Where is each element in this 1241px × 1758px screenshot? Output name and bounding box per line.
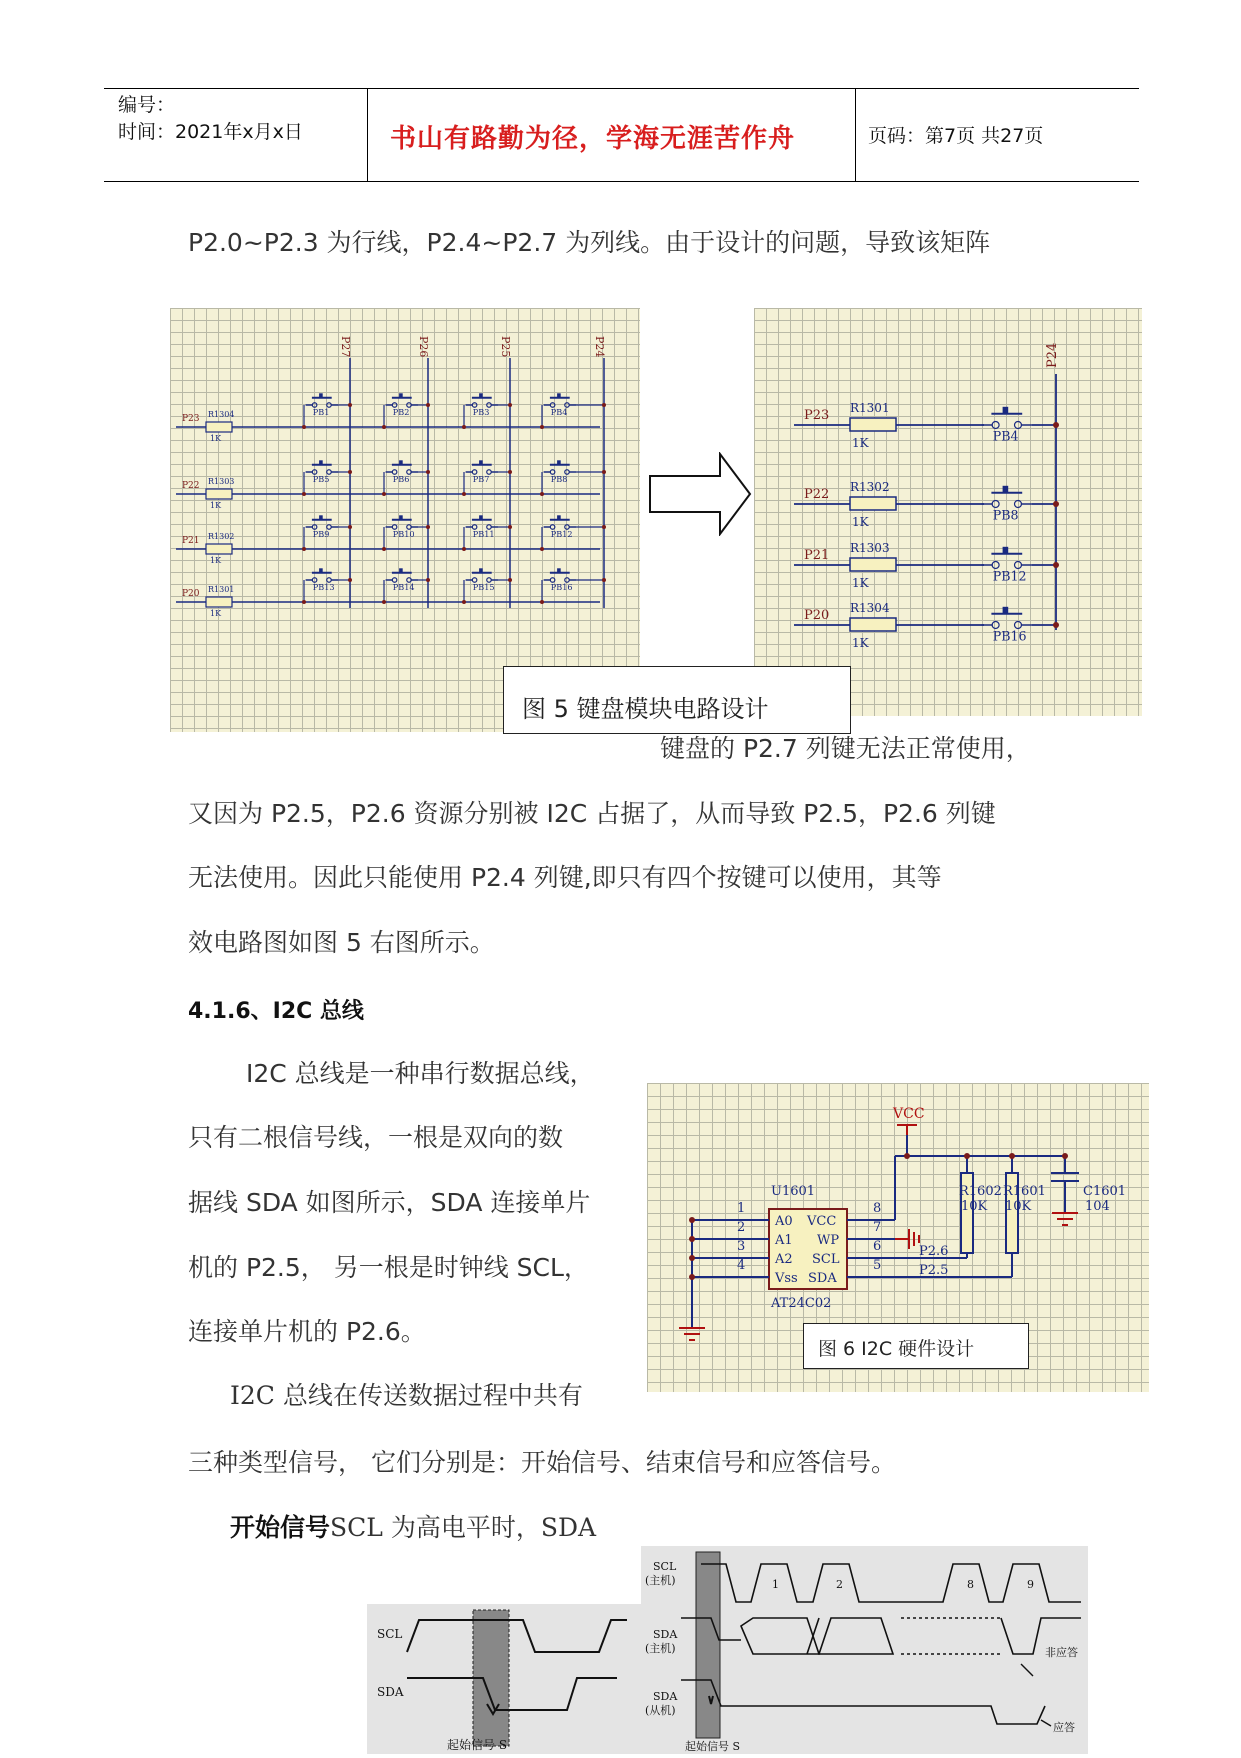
row-resistor <box>206 597 232 607</box>
button-label-pb13: PB13 <box>312 581 335 592</box>
timing-scl: SCL <box>653 1560 677 1573</box>
i2c-para-5: 连接单片机的 P2.6。 <box>188 1317 426 1346</box>
section-heading: 4.1.6、I2C 总线 <box>188 999 364 1024</box>
row-resistor-label: R1302 <box>850 480 890 494</box>
button-label-pb1: PB1 <box>312 406 330 417</box>
row-resistor <box>206 489 232 499</box>
row-resistor-label: R1302 <box>208 532 235 541</box>
i2c-para-7: 三种类型信号， 它们分别是：开始信号、结束信号和应答信号。 <box>188 1448 896 1477</box>
nack-label: 非应答 <box>1045 1646 1078 1659</box>
pin-sda: SDA <box>808 1271 837 1286</box>
button-label-pb16: PB16 <box>550 581 573 592</box>
row-label-p23: P23 <box>182 414 200 424</box>
row-label-p21: P21 <box>182 536 200 546</box>
i2c-para-6: I2C 总线在传送数据过程中共有 <box>230 1381 583 1410</box>
timing-sda-slave: SDA <box>653 1690 678 1703</box>
pulse-2: 2 <box>836 1578 843 1591</box>
chip-ref: U1601 <box>771 1184 816 1199</box>
column-label-p26: P26 <box>417 336 430 358</box>
column-label-p24: P24 <box>1045 342 1060 368</box>
keypad-equivalent-drawing <box>754 308 1142 716</box>
button-label-pb4: PB4 <box>992 428 1019 444</box>
column-label-p25: P25 <box>499 336 512 358</box>
button-label-pb5: PB5 <box>312 473 330 484</box>
body-line-4: 无法使用。因此只能使用 P2.4 列键,即只有四个按键可以使用，其等 <box>188 863 942 892</box>
row-resistor-value: 1K <box>852 515 869 529</box>
row-resistor-label: R1303 <box>208 477 235 486</box>
row-resistor-label: R1303 <box>850 541 890 555</box>
net-sda-label: P2.5 <box>919 1263 949 1278</box>
row-resistor <box>850 558 896 571</box>
i2c-para-3: 据线 SDA 如图所示，SDA 连接单片 <box>188 1188 591 1217</box>
button-label-pb6: PB6 <box>392 473 410 484</box>
body-line-5: 效电路图如图 5 右图所示。 <box>188 928 495 957</box>
row-label-p20: P20 <box>182 589 200 599</box>
ack-timing-right <box>641 1546 1088 1754</box>
row-resistor-value: 1K <box>852 576 869 590</box>
pin-a1: A1 <box>775 1233 793 1248</box>
pin-num-5: 5 <box>873 1258 882 1273</box>
pulse-1: 1 <box>772 1578 779 1591</box>
ack-label: 应答 <box>1053 1721 1075 1734</box>
pin-a0: A0 <box>775 1214 793 1229</box>
row-resistor <box>850 418 896 431</box>
c1601-label: C1601 <box>1083 1184 1127 1199</box>
figure-5-caption: 图 5 键盘模块电路设计 <box>522 695 769 723</box>
start-signal-bold: 开始信号 <box>230 1513 331 1542</box>
i2c-para-2: 只有二根信号线，一根是双向的数 <box>188 1123 564 1152</box>
button-label-pb10: PB10 <box>392 528 415 539</box>
button-label-pb9: PB9 <box>312 528 330 539</box>
chip-name: AT24C02 <box>771 1296 832 1311</box>
body-line-1: P2.0~P2.3 为行线，P2.4~P2.7 为列线。由于设计的问题，导致该矩阵 <box>188 228 991 257</box>
row-resistor-value: 1K <box>210 434 222 443</box>
pin-vcc: VCC <box>807 1214 837 1229</box>
row-resistor <box>206 544 232 554</box>
row-resistor-label: R1304 <box>208 410 235 419</box>
pin-num-7: 7 <box>873 1220 882 1235</box>
pin-num-2: 2 <box>737 1220 746 1235</box>
pin-num-4: 4 <box>737 1258 746 1273</box>
row-resistor-label: R1301 <box>208 585 235 594</box>
row-resistor <box>850 618 896 631</box>
pin-num-3: 3 <box>737 1239 746 1254</box>
row-resistor-value: 1K <box>852 436 869 450</box>
button-label-pb7: PB7 <box>472 473 490 484</box>
transform-arrow-icon <box>648 452 754 536</box>
page-info: 页码：第7页 共27页 <box>868 125 1044 147</box>
row-resistor-value: 1K <box>210 501 222 510</box>
row-resistor-label: R1304 <box>850 601 890 615</box>
doc-time-label: 时间：2021年x月x日 <box>118 121 303 143</box>
column-label-p24: P24 <box>593 336 606 358</box>
i2c-para-4: 机的 P2.5， 另一根是时钟线 SCL， <box>188 1253 589 1282</box>
i2c-hardware-schematic <box>647 1083 1149 1392</box>
pin-a2: A2 <box>775 1252 793 1267</box>
i2c-para-1: I2C 总线是一种串行数据总线， <box>246 1059 595 1088</box>
pin-num-8: 8 <box>873 1201 882 1216</box>
doc-number-label: 编号： <box>118 94 176 116</box>
net-scl-label: P2.6 <box>919 1244 949 1259</box>
timing-sda-master-sub: (主机) <box>645 1642 676 1655</box>
row-resistor-value: 1K <box>210 556 222 565</box>
button-label-pb11: PB11 <box>472 528 495 539</box>
timing-scl-sub: (主机) <box>645 1574 676 1587</box>
row-label-p22: P22 <box>182 481 200 491</box>
button-label-pb3: PB3 <box>472 406 490 417</box>
row-resistor-value: 1K <box>852 636 869 650</box>
button-label-pb4: PB4 <box>550 406 568 417</box>
timing-left-start: 起始信号 S <box>447 1738 508 1752</box>
r1602-value: 10K <box>961 1199 988 1214</box>
pin-scl: SCL <box>812 1252 840 1267</box>
row-label-p23: P23 <box>804 408 830 423</box>
pin-vss: Vss <box>775 1271 798 1286</box>
header-motto: 书山有路勤为径，学海无涯苦作舟 <box>390 124 796 154</box>
body-line-2: 键盘的 P2.7 列键无法正常使用， <box>660 734 1031 763</box>
button-label-pb15: PB15 <box>472 581 495 592</box>
pulse-8: 8 <box>967 1578 974 1591</box>
figure-6-caption: 图 6 I2C 硬件设计 <box>818 1338 975 1360</box>
keypad-equivalent-schematic <box>754 308 1142 716</box>
timing-sda-slave-sub: (从机) <box>645 1704 676 1717</box>
timing-left-scl: SCL <box>377 1627 403 1641</box>
c1601-value: 104 <box>1085 1199 1110 1214</box>
button-label-pb14: PB14 <box>392 581 415 592</box>
row-resistor-label: R1301 <box>850 401 890 415</box>
button-label-pb8: PB8 <box>550 473 568 484</box>
row-resistor <box>850 497 896 510</box>
row-label-p21: P21 <box>804 548 830 563</box>
timing-right-start: 起始信号 S <box>685 1740 741 1753</box>
button-label-pb16: PB16 <box>992 628 1027 644</box>
pin-num-6: 6 <box>873 1239 882 1254</box>
row-resistor-value: 1K <box>210 609 222 618</box>
timing-left-sda: SDA <box>377 1685 404 1699</box>
start-signal-rest: SCL 为高电平时，SDA <box>330 1513 597 1542</box>
figure-5-caption-box <box>503 666 851 734</box>
figure-6-caption-box <box>803 1323 1029 1369</box>
button-label-pb8: PB8 <box>992 507 1019 523</box>
button-label-pb12: PB12 <box>550 528 573 539</box>
button-label-pb12: PB12 <box>992 568 1027 584</box>
r1602-label: R1602 <box>959 1184 1002 1199</box>
pulse-9: 9 <box>1027 1578 1034 1591</box>
timing-sda-master: SDA <box>653 1628 678 1641</box>
pin-wp: WP <box>817 1233 840 1248</box>
column-label-p27: P27 <box>339 336 352 358</box>
row-label-p20: P20 <box>804 608 830 623</box>
button-label-pb2: PB2 <box>392 406 410 417</box>
body-line-3: 又因为 P2.5，P2.6 资源分别被 I2C 占据了，从而导致 P2.5，P2.6 列键 <box>188 799 996 828</box>
row-label-p22: P22 <box>804 487 830 502</box>
start-signal-timing-left <box>367 1604 673 1754</box>
pin-num-1: 1 <box>737 1201 746 1216</box>
vcc-label: VCC <box>893 1106 925 1122</box>
start-signal-line <box>230 1512 596 1544</box>
r1601-label: R1601 <box>1003 1184 1046 1199</box>
r1601-value: 10K <box>1005 1199 1032 1214</box>
row-resistor <box>206 422 232 432</box>
